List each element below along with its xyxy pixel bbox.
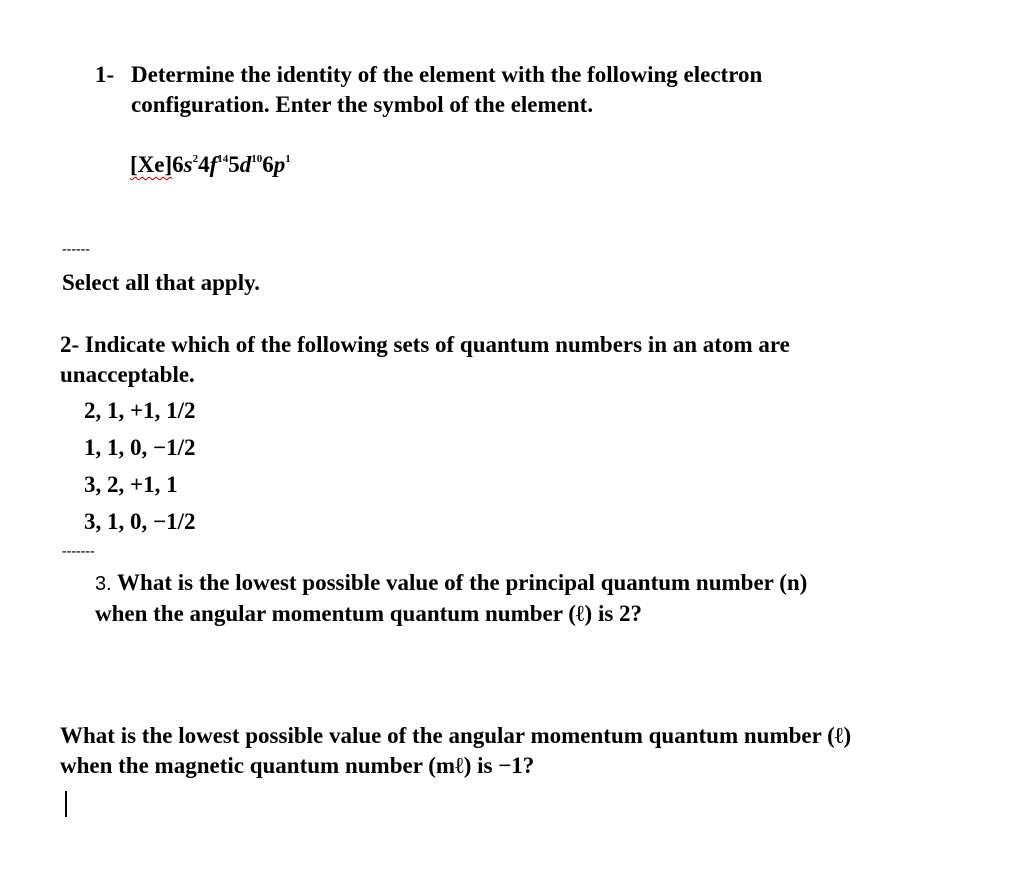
question-1-line-1 [95,60,955,90]
config-term-exp: 2 [192,153,199,165]
answer-option[interactable]: 1, 1, 0, −1/2 [84,435,196,460]
divider-1: ------ [62,242,90,257]
config-term-exp: 1 [285,153,291,165]
question-3-text-1: What is the lowest possible value of the principal quantum number (n) [117,570,808,595]
question-4-text-1: What is the lowest possible value of the angular momentum quantum number (ℓ) [60,723,852,748]
config-term-n: 6 [172,152,184,177]
question-3-number: 3. [95,573,112,595]
question-2-text-1: 2- Indicate which of the following sets of quantum numbers in an atom are [60,332,790,357]
config-term-n: 4 [198,152,210,177]
answer-option[interactable]: 3, 2, +1, 1 [84,472,178,497]
question-2 [60,330,960,390]
config-term-n: 5 [228,152,240,177]
config-term-exp: 10 [251,153,263,165]
question-2-text-2: unacceptable. [60,362,195,387]
select-all-instruction: Select all that apply. [62,270,261,295]
text-cursor[interactable] [65,791,67,817]
config-term-l: p [273,152,286,177]
question-1-number: 1- [95,62,115,87]
config-term-l: d [239,152,252,177]
config-term-n: 6 [262,152,274,177]
question-3-text-2: when the angular momentum quantum number (ℓ) is 2? [95,601,643,626]
electron-configuration [130,152,291,178]
config-term-exp: 14 [217,153,229,165]
question-1-text-1: Determine the identity of the element with the following electron [131,62,763,87]
question-4 [60,721,1000,781]
question-4-text-2: when the magnetic quantum number (mℓ) is −1? [60,753,535,778]
divider-2: ------- [62,544,95,559]
answer-option[interactable]: 2, 1, +1, 1/2 [84,398,196,423]
config-core: [Xe] [130,152,173,177]
answer-option[interactable]: 3, 1, 0, −1/2 [84,509,196,534]
config-term-l: s [183,152,193,177]
answer-options [84,396,196,544]
question-1 [95,60,955,120]
config-term-l: f [209,152,218,177]
question-1-text-2: configuration. Enter the symbol of the element. [131,92,594,117]
question-3 [95,568,995,629]
question-3-line-1 [95,568,995,599]
